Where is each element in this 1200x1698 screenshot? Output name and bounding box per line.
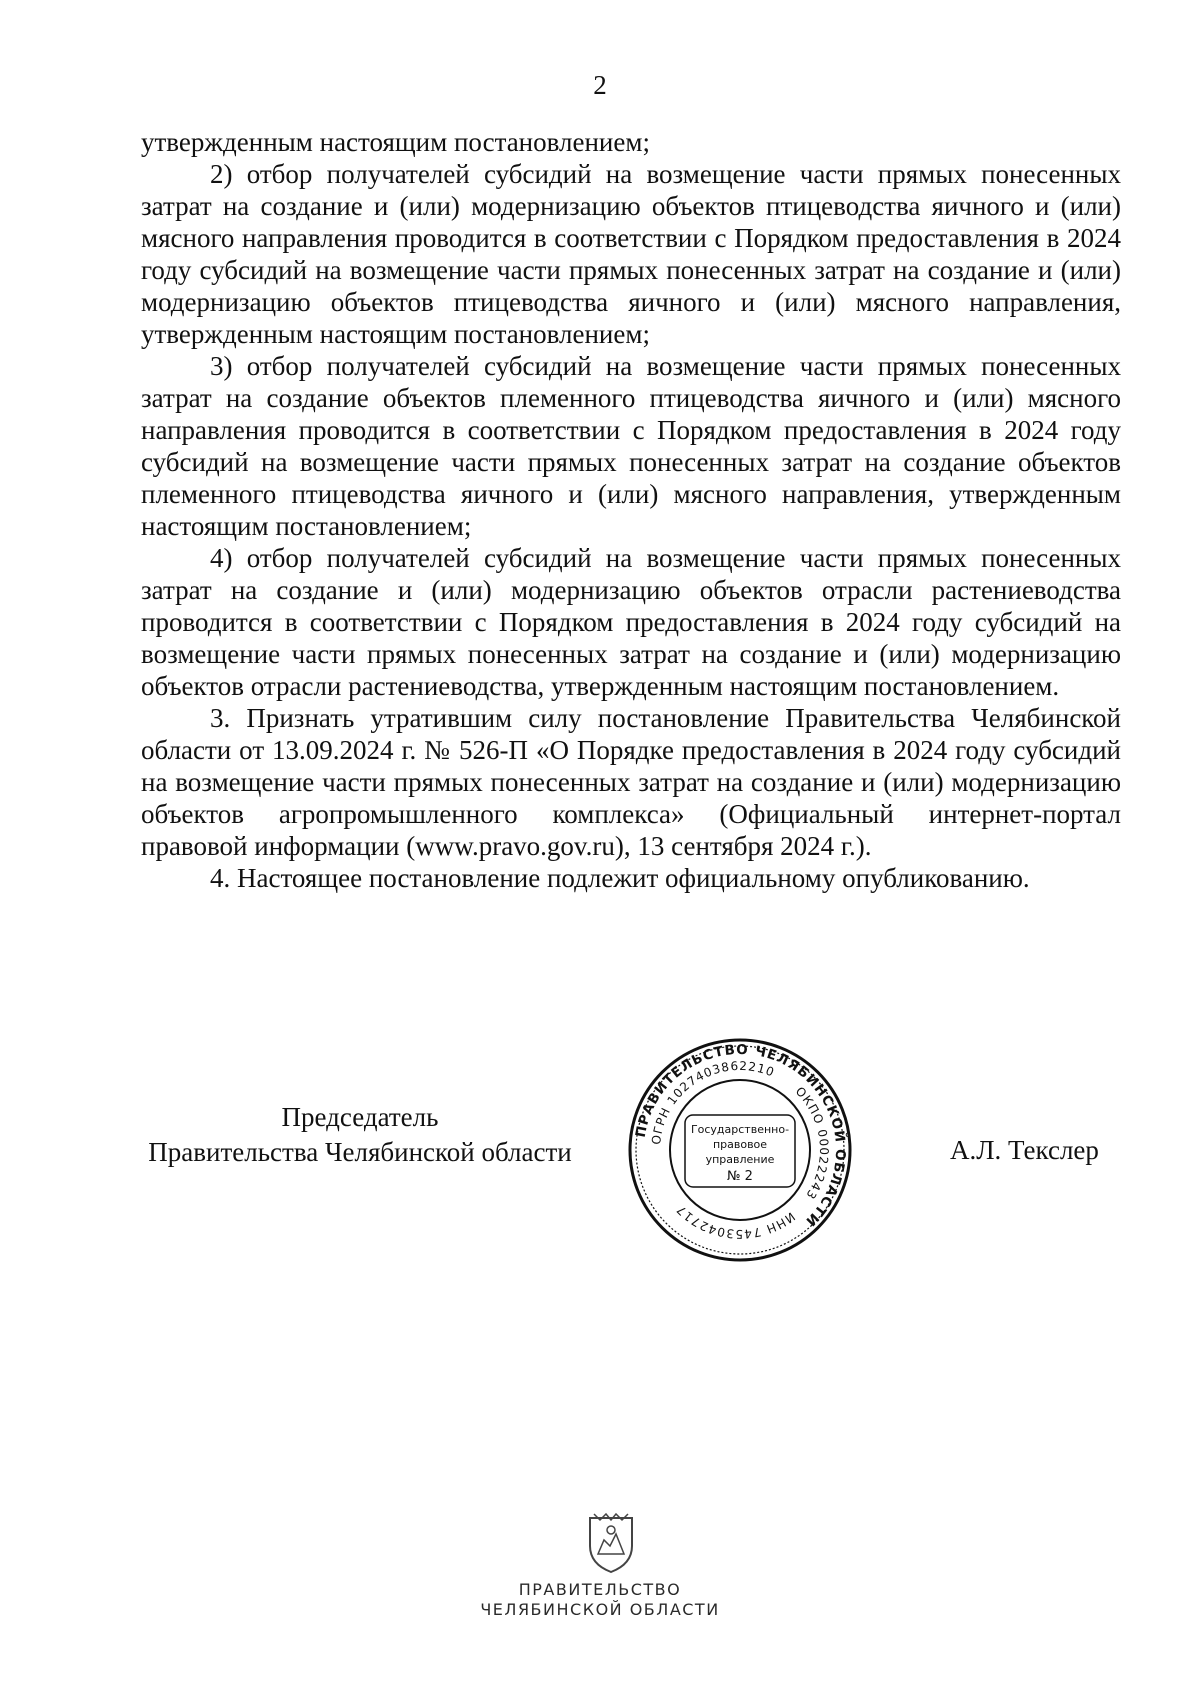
footer-line2: ЧЕЛЯБИНСКОЙ ОБЛАСТИ	[480, 1600, 720, 1619]
paragraph-item-4: 4) отбор получателей субсидий на возмещение части прямых понесенных затрат на создание и (или) модернизацию объектов отрасли растениеводства проводится в соответствии с Порядком предоставления в 2024 году субсидий на возмещение части прямых понесенных затрат на создание и (или) модернизацию объектов отрасли растениеводства, утвержденным настоящим постановлением.	[141, 543, 1121, 701]
stamp-center-line2: правовое	[712, 1138, 768, 1151]
footer-line1: ПРАВИТЕЛЬСТВО	[518, 1580, 682, 1599]
signer-title-line2: Правительства Челябинской области	[148, 1137, 572, 1167]
stamp-center-line1: Государственно-	[690, 1123, 790, 1136]
stamp-outer-text: ПРАВИТЕЛЬСТВО ЧЕЛЯБИНСКОЙ ОБЛАСТИ	[632, 1041, 849, 1230]
stamp-okpo-text: ОКПО 00022243	[792, 1084, 832, 1203]
paragraph-item-3: 3) отбор получателей субсидий на возмещение части прямых понесенных затрат на создание объектов племенного птицеводства яичного и (или) мясного направления проводится в соответствии с Порядком предоставления в 2024 году субсидий на возмещение части прямых понесенных затрат на создание объектов племенного птицеводства яичного и (или) мясного направления, утвержденным настоящим постановлением;	[141, 351, 1121, 541]
page-number: 2	[593, 70, 607, 100]
signature-block	[0, 1020, 1200, 1260]
official-stamp	[625, 1035, 855, 1265]
stamp-center-line3: управление	[705, 1153, 775, 1166]
footer-organization	[0, 1580, 1200, 1620]
signer-title	[130, 1100, 590, 1170]
paragraph-clause-4: 4. Настоящее постановление подлежит официальному опубликованию.	[210, 863, 1030, 893]
paragraph-item-2: 2) отбор получателей субсидий на возмещение части прямых понесенных затрат на создание и (или) модернизацию объектов птицеводства яичного и (или) мясного направления проводится в соответствии с Порядком предоставления в 2024 году субсидий на возмещение части прямых понесенных затрат на создание и (или) модернизацию объектов птицеводства яичного и (или) мясного направления, утвержденным настоящим постановлением;	[141, 159, 1121, 349]
signer-title-line1: Председатель	[281, 1102, 439, 1132]
document-body	[141, 126, 1121, 894]
stamp-inn-text: ИНН 7453042717	[673, 1202, 798, 1242]
paragraph-clause-3: 3. Признать утратившим силу постановление Правительства Челябинской области от 13.09.2024 г. № 526-П «О Порядке предоставления в 2024 году субсидий на возмещение части прямых понесенных затрат на создание и (или) модернизацию объектов агропромышленного комплекса» (Официальный интернет-портал правовой информации (www.pravo.gov.ru), 13 сентября 2024 г.).	[141, 703, 1121, 861]
coat-of-arms-icon	[584, 1510, 638, 1574]
stamp-center-line4: № 2	[727, 1169, 753, 1184]
stamp-ogrn-text: ОГРН 1027403862210	[649, 1058, 777, 1146]
signer-name: А.Л. Текслер	[950, 1135, 1099, 1165]
paragraph-continuation: утвержденным настоящим постановлением;	[141, 127, 650, 157]
